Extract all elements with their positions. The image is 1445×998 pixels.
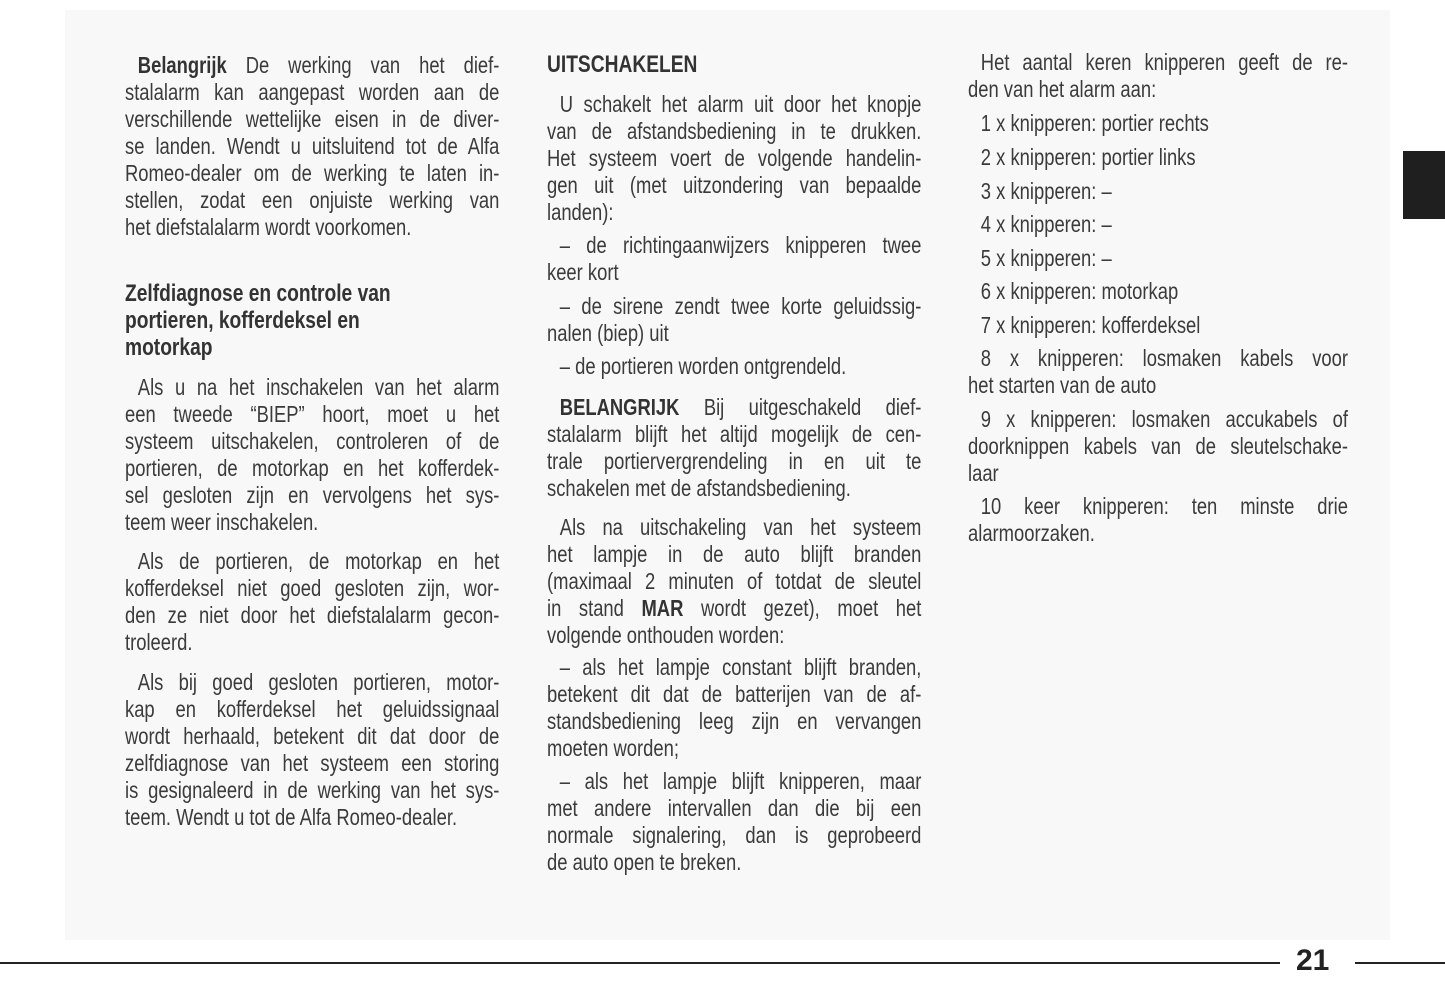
text-line [125, 106, 499, 133]
text-line [547, 849, 921, 876]
text-line [547, 795, 921, 822]
text-run: keer kort [547, 259, 619, 285]
text-line [547, 654, 921, 681]
text-line [125, 509, 499, 536]
text-line [125, 777, 499, 804]
paragraph [968, 493, 1443, 547]
text-run: 9 x knipperen: losmaken accukabels of [980, 406, 1348, 432]
paragraph [968, 406, 1443, 487]
text-run: – de richtingaanwijzers knipperen twee [559, 232, 922, 258]
text-run: portieren, de motorkap en het kofferdek- [125, 455, 500, 481]
section-heading [547, 51, 1015, 78]
text-line [547, 232, 921, 259]
text-line [125, 187, 499, 214]
text-run: – als het lampje constant blijft branden, [559, 654, 922, 680]
text-line [547, 199, 921, 226]
paragraph [125, 548, 593, 656]
text-line [547, 353, 921, 380]
text-run: sel gesloten zijn en vervolgens het sys- [125, 482, 500, 508]
text-line [125, 52, 499, 79]
text-line [968, 144, 1348, 171]
text-run: teem weer inschakelen. [125, 509, 319, 535]
text-run: 10 keer knipperen: ten minste drie [980, 493, 1348, 519]
text-line [968, 345, 1348, 372]
text-line [547, 541, 921, 568]
text-run: betekent dit dat de batterijen van de af- [547, 681, 922, 707]
bold-term: BELANGRIJK [559, 394, 680, 420]
heading-line [125, 280, 499, 307]
text-run: normale signalering, dan is geprobeerd [547, 822, 922, 848]
text-run: – als het lampje blijft knipperen, maar [559, 768, 922, 794]
text-line [125, 696, 499, 723]
text-line [547, 622, 921, 649]
text-run: – de sirene zendt twee korte geluidssig- [559, 293, 922, 319]
text-run: Als u na het inschakelen van het alarm [137, 374, 500, 400]
text-run: se landen. Wendt u uitsluitend tot de Alfa [125, 133, 500, 159]
text-run: 3 x knipperen: – [980, 178, 1112, 204]
paragraph [968, 278, 1443, 305]
text-line [968, 433, 1348, 460]
text-line [547, 145, 921, 172]
text-run: kap en kofferdeksel het geluidssignaal [125, 696, 500, 722]
heading-line [125, 307, 499, 334]
text-line [125, 455, 499, 482]
text-run: Het aantal keren knipperen geeft de re- [980, 49, 1348, 75]
text-line [968, 211, 1348, 238]
text-run: den ze niet door het diefstalalarm gecon- [125, 602, 500, 628]
text-run: Romeo-dealer om de werking te laten in- [125, 160, 500, 186]
text-line [547, 421, 921, 448]
text-run: van de afstandsbediening in te drukken. [547, 118, 922, 144]
text-run: zelfdiagnose van het systeem een storing [125, 750, 500, 776]
text-run: in stand [547, 595, 642, 621]
paragraph [968, 345, 1443, 399]
text-line [968, 520, 1348, 547]
text-line [125, 214, 499, 241]
text-run: volgende onthouden worden: [547, 622, 785, 648]
text-line [547, 768, 921, 795]
text-run: Als bij goed gesloten portieren, motor- [137, 669, 500, 695]
paragraph [125, 374, 593, 536]
paragraph [547, 353, 1015, 380]
text-run: wordt herhaald, betekent dit dat door de [125, 723, 500, 749]
text-line [125, 804, 499, 831]
paragraph [125, 669, 593, 831]
text-run: doorknippen kabels van de sleutelschake- [968, 433, 1348, 459]
text-run: 1 x knipperen: portier rechts [980, 110, 1209, 136]
paragraph [968, 245, 1443, 272]
text-run: 5 x knipperen: – [980, 245, 1112, 271]
text-line [125, 602, 499, 629]
text-line [547, 448, 921, 475]
paragraph [547, 394, 1015, 502]
text-run: kofferdeksel niet goed gesloten zijn, wor- [125, 575, 500, 601]
text-line [547, 681, 921, 708]
text-line [547, 475, 921, 502]
text-run: (maximaal 2 minuten of totdat de sleutel [547, 568, 922, 594]
text-run: Als de portieren, de motorkap en het [137, 548, 500, 574]
text-run: Als na uitschakeling van het systeem [559, 514, 922, 540]
text-run: standsbediening leeg zijn en vervangen [547, 708, 922, 734]
text-run: 2 x knipperen: portier links [980, 144, 1196, 170]
text-line [125, 629, 499, 656]
paragraph [547, 91, 1015, 226]
text-run: trale portiervergrendeling in en uit te [547, 448, 922, 474]
text-run: 7 x knipperen: kofferdeksel [980, 312, 1201, 338]
text-line [968, 493, 1348, 520]
text-line [547, 708, 921, 735]
text-line [547, 118, 921, 145]
text-run: den van het alarm aan: [968, 76, 1157, 102]
text-line [125, 401, 499, 428]
text-run: moeten worden; [547, 735, 679, 761]
text-run: 6 x knipperen: motorkap [980, 278, 1179, 304]
text-run: UITSCHAKELEN [547, 51, 698, 78]
text-run: motorkap [125, 334, 213, 361]
page-number: 21 [1296, 944, 1330, 977]
text-line [547, 822, 921, 849]
text-line [968, 312, 1348, 339]
text-line [125, 723, 499, 750]
text-run: een tweede “BIEP” hoort, moet u het [125, 401, 500, 427]
paragraph [547, 768, 1015, 876]
text-line [125, 79, 499, 106]
text-line [125, 374, 499, 401]
text-run: gen uit (met uitzondering van bepaalde [547, 172, 922, 198]
text-line [547, 595, 921, 622]
paragraph [547, 293, 1015, 347]
text-line [968, 278, 1348, 305]
section-thumb-tab [1403, 151, 1445, 219]
paragraph [968, 110, 1443, 137]
footer-rule-right [1355, 962, 1445, 964]
text-line [125, 428, 499, 455]
text-run: systeem uitschakelen, controleren of de [125, 428, 500, 454]
text-run: stalalarm kan aangepast worden aan de [125, 79, 500, 105]
text-run: – de portieren worden ontgrendeld. [559, 353, 847, 379]
section-heading [125, 280, 593, 361]
text-run: Het systeem voert de volgende handelin- [547, 145, 922, 171]
text-line [125, 575, 499, 602]
text-line [547, 320, 921, 347]
text-line [547, 568, 921, 595]
text-run: schakelen met de afstandsbediening. [547, 475, 851, 501]
text-run: De werking van het dief- [226, 52, 500, 78]
text-run: troleerd. [125, 629, 193, 655]
bold-term: MAR [641, 595, 684, 621]
text-run: Zelfdiagnose en controle van [125, 280, 391, 307]
text-line [968, 372, 1348, 399]
paragraph [968, 178, 1443, 205]
text-run: het starten van de auto [968, 372, 1157, 398]
text-line [125, 133, 499, 160]
text-line [547, 293, 921, 320]
text-line [547, 514, 921, 541]
paragraph [968, 144, 1443, 171]
text-run: teem. Wendt u tot de Alfa Romeo-dealer. [125, 804, 458, 830]
text-line [968, 49, 1348, 76]
text-line [968, 110, 1348, 137]
text-run: stalalarm blijft het altijd mogelijk de cen- [547, 421, 922, 447]
text-run: 8 x knipperen: losmaken kabels voor [980, 345, 1348, 371]
text-run: landen): [547, 199, 614, 225]
text-run: stellen, zodat een onjuiste werking van [125, 187, 500, 213]
text-line [547, 735, 921, 762]
text-run: laar [968, 460, 999, 486]
text-run: is gesignaleerd in de werking van het sys- [125, 777, 500, 803]
heading-line [547, 51, 921, 78]
text-line [968, 406, 1348, 433]
paragraph [547, 654, 1015, 762]
paragraph [125, 52, 593, 241]
text-line [125, 548, 499, 575]
text-run: 4 x knipperen: – [980, 211, 1112, 237]
text-run: het diefstalalarm wordt voorkomen. [125, 214, 412, 240]
text-run: met andere intervallen dan die bij een [547, 795, 922, 821]
text-line [968, 76, 1348, 103]
text-line [547, 91, 921, 118]
text-run: nalen (biep) uit [547, 320, 669, 346]
text-run: portieren, kofferdeksel en [125, 307, 360, 334]
text-line [125, 750, 499, 777]
text-run: wordt gezet), moet het [683, 595, 922, 621]
text-line [547, 172, 921, 199]
text-line [968, 245, 1348, 272]
text-run: U schakelt het alarm uit door het knopje [559, 91, 922, 117]
heading-line [125, 334, 499, 361]
text-line [125, 482, 499, 509]
text-line [125, 160, 499, 187]
text-run: het lampje in de auto blijft branden [547, 541, 922, 567]
paragraph [547, 232, 1015, 286]
paragraph [968, 49, 1443, 103]
paragraph [968, 211, 1443, 238]
text-line [968, 460, 1348, 487]
text-line [968, 178, 1348, 205]
text-line [547, 394, 921, 421]
bold-term: Belangrijk [137, 52, 227, 78]
paragraph [968, 312, 1443, 339]
text-run: Bij uitgeschakeld dief- [679, 394, 922, 420]
text-line [125, 669, 499, 696]
text-run: verschillende wettelijke eisen in de diver- [125, 106, 500, 132]
paragraph [547, 514, 1015, 649]
text-run: de auto open te breken. [547, 849, 742, 875]
text-run: alarmoorzaken. [968, 520, 1095, 546]
text-line [547, 259, 921, 286]
footer-rule-left [0, 962, 1280, 964]
